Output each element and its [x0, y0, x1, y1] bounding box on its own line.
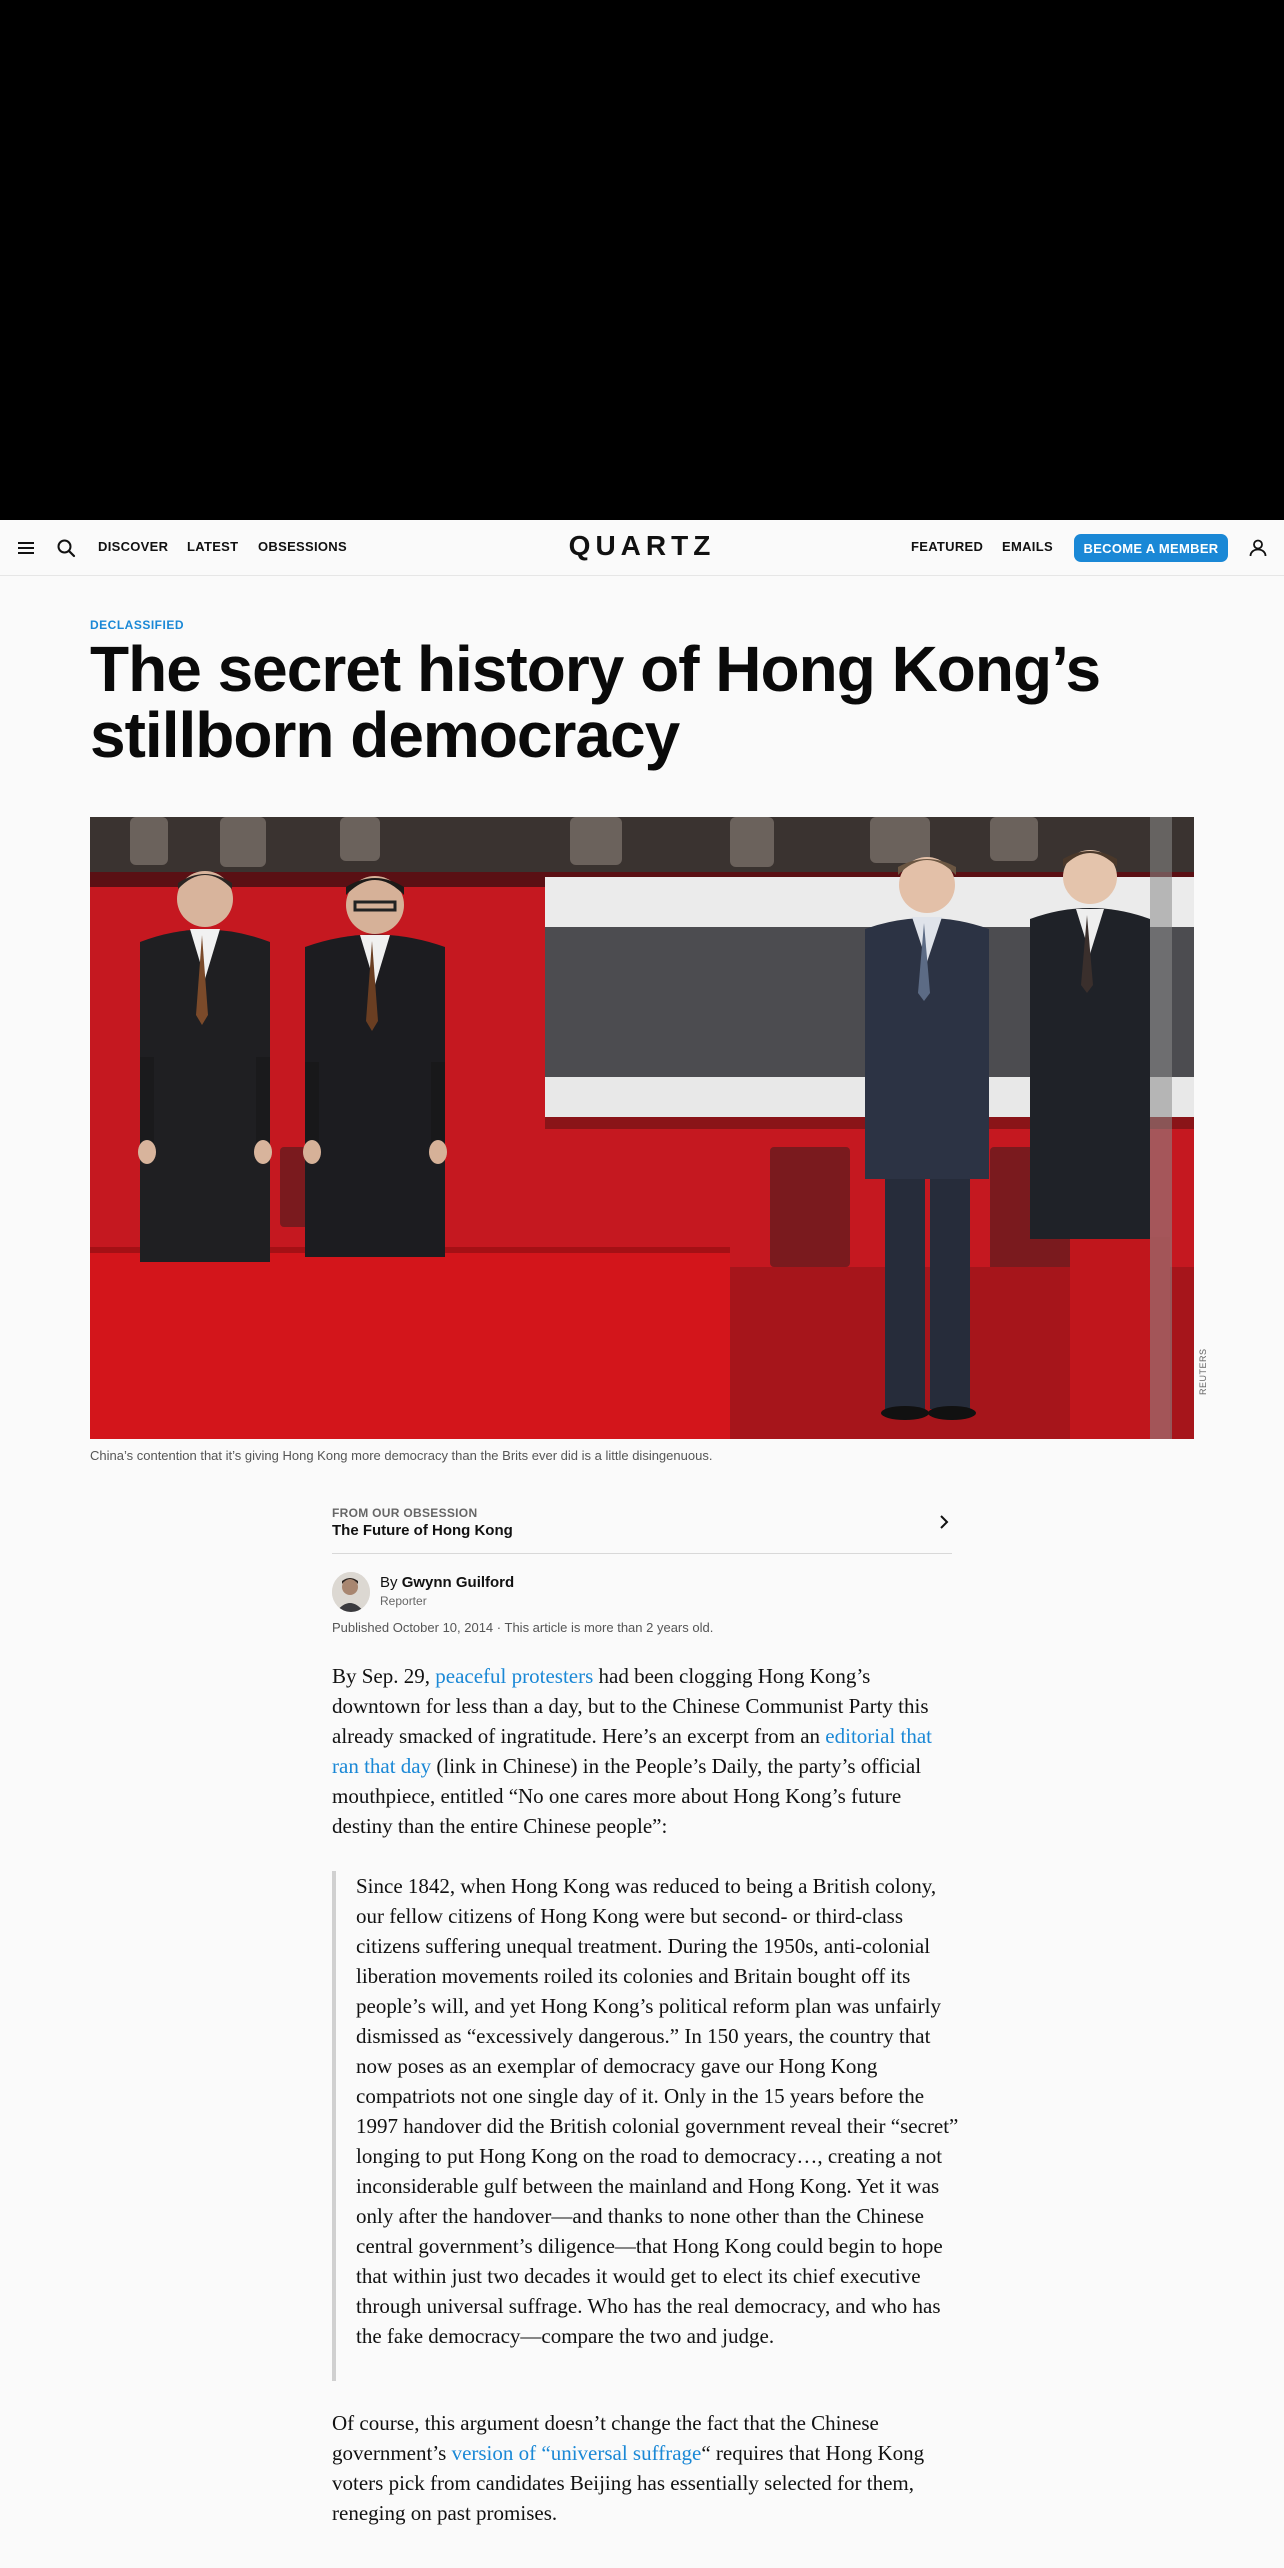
author-role: Reporter — [380, 1594, 427, 1608]
peoples-daily-quote: Since 1842, when Hong Kong was reduced to being a British colony, our fellow citizens of Hong Kong were but second- or third-class citizens suffering unequal treatment. During the 1950s, anti-colonial liberation movements roiled its colonies and Britain bought off its people’s will, and yet Hong Kong’s political reform plan was unfairly dismissed as “excessively dangerous.” In 150 years, the country that now poses as an exemplar of democracy gave our Hong Kong compatriots not one single day of it. Only in the 15 years before the 1997 handover did the British colonial government reveal their “secret” longing to put Hong Kong on the road to democracy…, creating a not inconsiderable gulf between the mainland and Hong Kong. Yet it was only after the handover—and thanks to none other than the Chinese central government’s diligence—that Hong Kong could begin to hope that within just two decades it would get to elect its chief executive through universal suffrage. Who has the real democracy, and who has the fake democracy—compare the two and judge. — [332, 1871, 962, 2381]
user-icon[interactable] — [1247, 537, 1269, 559]
paragraph-text: had been clogging Hong Kong’s downtown for less than a day, but to the Chinese Communist Party this already smacked of ingratitude. Here’s an excerpt from an — [332, 1664, 929, 1748]
chevron-right-icon — [936, 1514, 952, 1530]
author-name-link[interactable]: Gwynn Guilford — [401, 1574, 515, 1591]
universal-suffrage-link[interactable]: version of “universal suffrage — [451, 2441, 702, 2465]
article-kicker[interactable]: DECLASSIFIED — [90, 618, 185, 632]
article-paragraph-2 — [332, 2408, 962, 2528]
publish-date: Published October 10, 2014 — [332, 1620, 494, 1635]
search-icon[interactable] — [55, 537, 77, 559]
author-name-line — [380, 1574, 514, 1591]
top-navigation-bar — [0, 520, 1284, 576]
peaceful-protesters-link[interactable]: peaceful protesters — [435, 1664, 594, 1688]
quartz-logo[interactable]: QUARTZ — [568, 530, 716, 561]
paragraph-text: (link in Chinese) in the People’s Daily, the party’s official mouthpiece, entitled “No one cares more about Hong Kong’s future destiny than the entire Chinese people”: — [332, 1754, 922, 1838]
nav-featured[interactable]: FEATURED — [911, 539, 984, 554]
nav-discover[interactable]: DISCOVER — [98, 539, 169, 554]
menu-icon[interactable] — [15, 537, 37, 559]
author-avatar[interactable] — [332, 1572, 370, 1612]
obsession-link[interactable] — [332, 1500, 952, 1554]
nav-obsessions[interactable]: OBSESSIONS — [258, 539, 347, 554]
obsession-title: The Future of Hong Kong — [332, 1522, 513, 1539]
separator-dot: · — [496, 1620, 505, 1635]
paragraph-text: “ requires that Hong Kong voters pick from candidates Beijing has essentially selected for them, reneging on past promises. — [332, 2441, 925, 2525]
nav-emails[interactable]: EMAILS — [1002, 539, 1053, 554]
paragraph-text: Of course, this argument doesn’t change the fact that the Chinese government’s — [332, 2411, 879, 2465]
obsession-label: FROM OUR OBSESSION — [332, 1506, 478, 1520]
image-credit: REUTERS — [1198, 1348, 1208, 1395]
editorial-link[interactable]: editorial that ran that day — [332, 1724, 933, 1778]
article-paragraph-1 — [332, 1661, 962, 1841]
author-byline — [332, 1568, 952, 1612]
article-headline: The secret history of Hong Kong’s stillborn democracy — [90, 633, 1101, 771]
avatar-portrait — [332, 1572, 370, 1612]
byline-prefix: By — [380, 1574, 398, 1591]
hero-photo-illustration — [90, 817, 1194, 1439]
hero-photo — [90, 817, 1194, 1439]
advertisement-banner[interactable] — [0, 0, 1284, 520]
article-age-note: This article is more than 2 years old. — [504, 1620, 714, 1635]
image-caption: China’s contention that it’s giving Hong Kong more democracy than the Brits ever did is a little disingenuous. — [90, 1448, 713, 1463]
paragraph-text: By Sep. 29, — [332, 1664, 436, 1688]
become-member-button[interactable]: BECOME A MEMBER — [1074, 534, 1228, 562]
publish-info — [332, 1620, 713, 1635]
nav-latest[interactable]: LATEST — [187, 539, 239, 554]
